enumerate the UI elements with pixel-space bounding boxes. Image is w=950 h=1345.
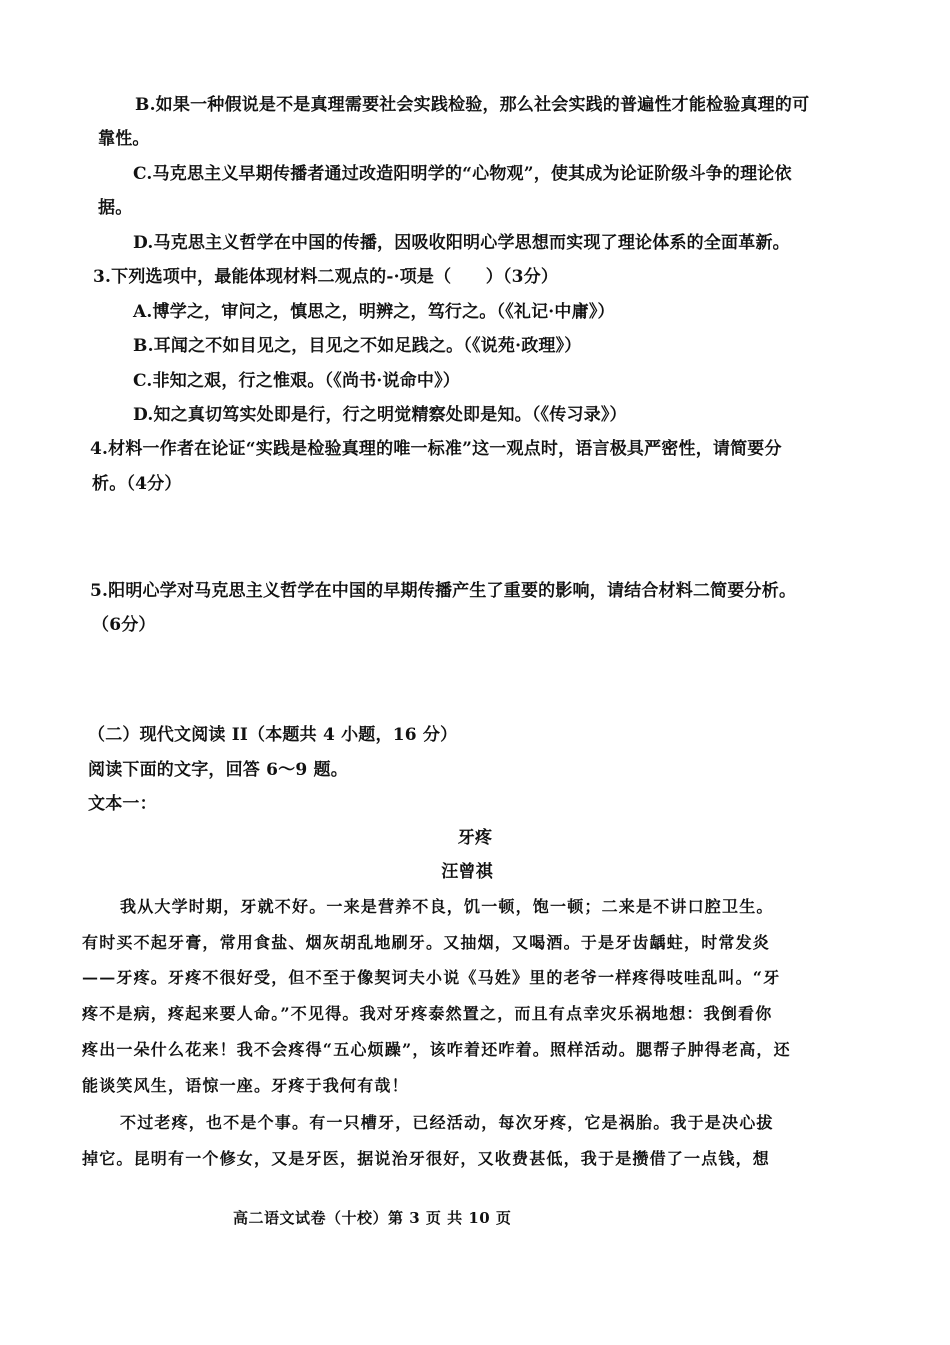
- option-2c-line1: C.马克思主义早期传播者通过改造阳明学的“心物观”，使其成为论证阶级斗争的理论依: [133, 164, 792, 184]
- question-4-line1: 4.材料一作者在论证“实践是检验真理的唯一标准”这一观点时，语言极具严密性，请简要分: [90, 439, 782, 459]
- option-3a: A.博学之，审问之，慎思之，明辨之，笃行之。（《礼记·中庸》）: [133, 302, 615, 322]
- text-label: 文本一：: [88, 794, 157, 814]
- article-line: 疼不是病，疼起来要人命。”不见得。我对牙疼泰然置之，而且有点幸灾乐祸地想：我倒看你: [82, 1004, 773, 1023]
- option-2b-line2: 靠性。: [98, 129, 150, 149]
- option-2c-line2: 据。: [98, 198, 133, 218]
- section-heading: （二）现代文阅读 II（本题共 4 小题，16 分）: [88, 725, 458, 745]
- article-line: 不过老疼，也不是个事。有一只槽牙，已经活动，每次牙疼，它是祸胎。我于是决心拔: [120, 1113, 774, 1132]
- question-5-line2: （6分）: [92, 615, 156, 635]
- section-instruction: 阅读下面的文字，回答 6～9 题。: [88, 760, 348, 780]
- article-line: 疼出一朵什么花来！我不会疼得“五心烦躁”，该咋着还咋着。照样活动。腮帮子肿得老高，还: [82, 1040, 791, 1059]
- question-3-stem: 3.下列选项中，最能体现材料二观点的-·项是（ ）（3分）: [93, 267, 559, 287]
- page-footer: 高二语文试卷（十校）第 3 页 共 10 页: [233, 1209, 512, 1227]
- article-line: 我从大学时期，牙就不好。一来是营养不良，饥一顿，饱一顿；二来是不讲口腔卫生。: [120, 897, 774, 916]
- article-author: 汪曾祺: [441, 862, 493, 882]
- question-5-line1: 5.阳明心学对马克思主义哲学在中国的早期传播产生了重要的影响，请结合材料二简要分析。: [90, 581, 797, 601]
- article-line: 能谈笑风生，语惊一座。牙疼于我何有哉！: [82, 1076, 409, 1095]
- option-2d: D.马克思主义哲学在中国的传播，因吸收阳明心学思想而实现了理论体系的全面革新。: [133, 233, 790, 253]
- option-3c: C.非知之艰，行之惟艰。（《尚书·说命中》）: [133, 371, 460, 391]
- article-line: 有时买不起牙膏，常用食盐、烟灰胡乱地刷牙。又抽烟，又喝酒。于是牙齿龋蛀，时常发炎: [82, 933, 771, 952]
- option-3b: B.耳闻之不如目见之，目见之不如足践之。（《说苑·政理》）: [133, 336, 582, 356]
- option-3d: D.知之真切笃实处即是行，行之明觉精察处即是知。（《传习录》）: [133, 405, 627, 425]
- article-line: ——牙疼。牙疼不很好受，但不至于像契诃夫小说《马姓》里的老爷一样疼得吱哇乱叫。“牙: [82, 968, 781, 987]
- question-4-line2: 析。（4分）: [92, 474, 182, 494]
- article-title: 牙疼: [457, 828, 493, 848]
- article-line: 掉它。昆明有一个修女，又是牙医，据说治牙很好，又收费甚低，我于是攒借了一点钱，想: [82, 1149, 771, 1168]
- option-2b-line1: B.如果一种假说是不是真理需要社会实践检验，那么社会实践的普遍性才能检验真理的可: [135, 95, 810, 115]
